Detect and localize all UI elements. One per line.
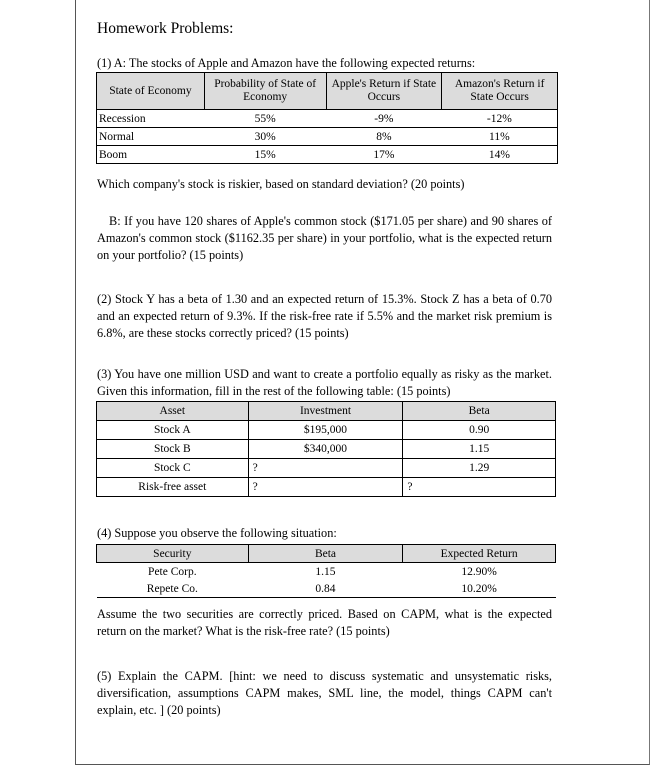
table-row	[97, 563, 556, 581]
q5-text: (5) Explain the CAPM. [hint: we need to discuss systematic and unsystematic risks, diversification, assumptions CAPM makes, SML line, the model, things CAPM can't explain, etc. ] (20 points)	[97, 669, 552, 717]
header-cell: State of Economy	[97, 73, 205, 110]
table-cell: 17%	[326, 146, 442, 164]
q4-question: Assume the two securities are correctly priced. Based on CAPM, what is the expected return on the market? What is the risk-free rate? (15 points)	[97, 607, 552, 638]
table-cell: 1.15	[315, 565, 336, 578]
table-cell: 8%	[326, 128, 442, 146]
table-cell: 55%	[204, 110, 326, 128]
table-row	[97, 440, 556, 459]
table-cell: Pete Corp.	[148, 565, 197, 578]
table-cell: Recession	[97, 110, 205, 128]
table-cell: Stock B	[97, 440, 249, 459]
header-cell: Amazon's Return if State Occurs	[442, 73, 558, 110]
table-cell: -9%	[326, 110, 442, 128]
table-row	[97, 459, 556, 478]
table-cell: ?	[248, 478, 403, 497]
page-title: Homework Problems:	[97, 20, 234, 37]
table-row	[97, 421, 556, 440]
q1-part-b: B: If you have 120 shares of Apple's common stock ($171.05 per share) and 90 shares of Amazon's common stock ($1162.35 per share) in your portfolio, what is the expected return on your portfolio? (15 points)	[97, 214, 552, 262]
table-row	[97, 128, 558, 146]
q1-intro: (1) A: The stocks of Apple and Amazon have the following expected returns:	[97, 56, 476, 70]
q1-question: Which company's stock is riskier, based on standard deviation? (20 points)	[97, 177, 465, 191]
header-cell: Asset	[97, 402, 249, 421]
header-cell: Apple's Return if State Occurs	[326, 73, 442, 110]
header-cell: Beta	[248, 545, 403, 563]
table-cell: $195,000	[248, 421, 403, 440]
table-header-row	[97, 402, 556, 421]
table-cell: 0.84	[248, 580, 403, 598]
securities-table	[96, 544, 556, 598]
table-cell: 30%	[204, 128, 326, 146]
table-cell: $340,000	[248, 440, 403, 459]
header-cell: Expected Return	[403, 545, 556, 563]
table-cell: Risk-free asset	[97, 478, 249, 497]
table-cell: 11%	[442, 128, 558, 146]
returns-table	[96, 72, 558, 164]
table-header-row	[97, 545, 556, 563]
table-cell: 15%	[204, 146, 326, 164]
table-row	[97, 478, 556, 497]
portfolio-table	[96, 401, 556, 497]
table-cell: Boom	[97, 146, 205, 164]
table-row	[97, 110, 558, 128]
table-cell: 10.20%	[403, 580, 556, 598]
table-header-row	[97, 73, 558, 110]
table-cell: 1.29	[403, 459, 556, 478]
table-cell: Repete Co.	[97, 580, 249, 598]
table-cell: 0.90	[403, 421, 556, 440]
q3-text: (3) You have one million USD and want to create a portfolio equally as risky as the market. Given this information, fill in the rest of the following table: (15 points)	[97, 367, 552, 398]
table-cell: -12%	[442, 110, 558, 128]
q4-intro: (4) Suppose you observe the following situation:	[97, 526, 337, 540]
table-cell: ?	[248, 459, 403, 478]
header-cell: Investment	[248, 402, 403, 421]
table-cell: Normal	[97, 128, 205, 146]
header-cell: Probability of State of Economy	[204, 73, 326, 110]
table-row	[97, 580, 556, 598]
table-cell: Stock C	[97, 459, 249, 478]
table-cell: 14%	[442, 146, 558, 164]
table-cell: Stock A	[97, 421, 249, 440]
table-row	[97, 146, 558, 164]
header-cell: Security	[97, 545, 249, 563]
table-cell: 1.15	[403, 440, 556, 459]
table-cell: ?	[403, 478, 556, 497]
header-cell: Beta	[403, 402, 556, 421]
table-cell: 12.90%	[461, 565, 497, 578]
q2-text: (2) Stock Y has a beta of 1.30 and an expected return of 15.3%. Stock Z has a beta of 0.70 and an expected return of 9.3%. If the risk-free rate if 5.5% and the market risk premium is 6.8%, are these stocks correctly priced? (15 points)	[97, 292, 552, 340]
